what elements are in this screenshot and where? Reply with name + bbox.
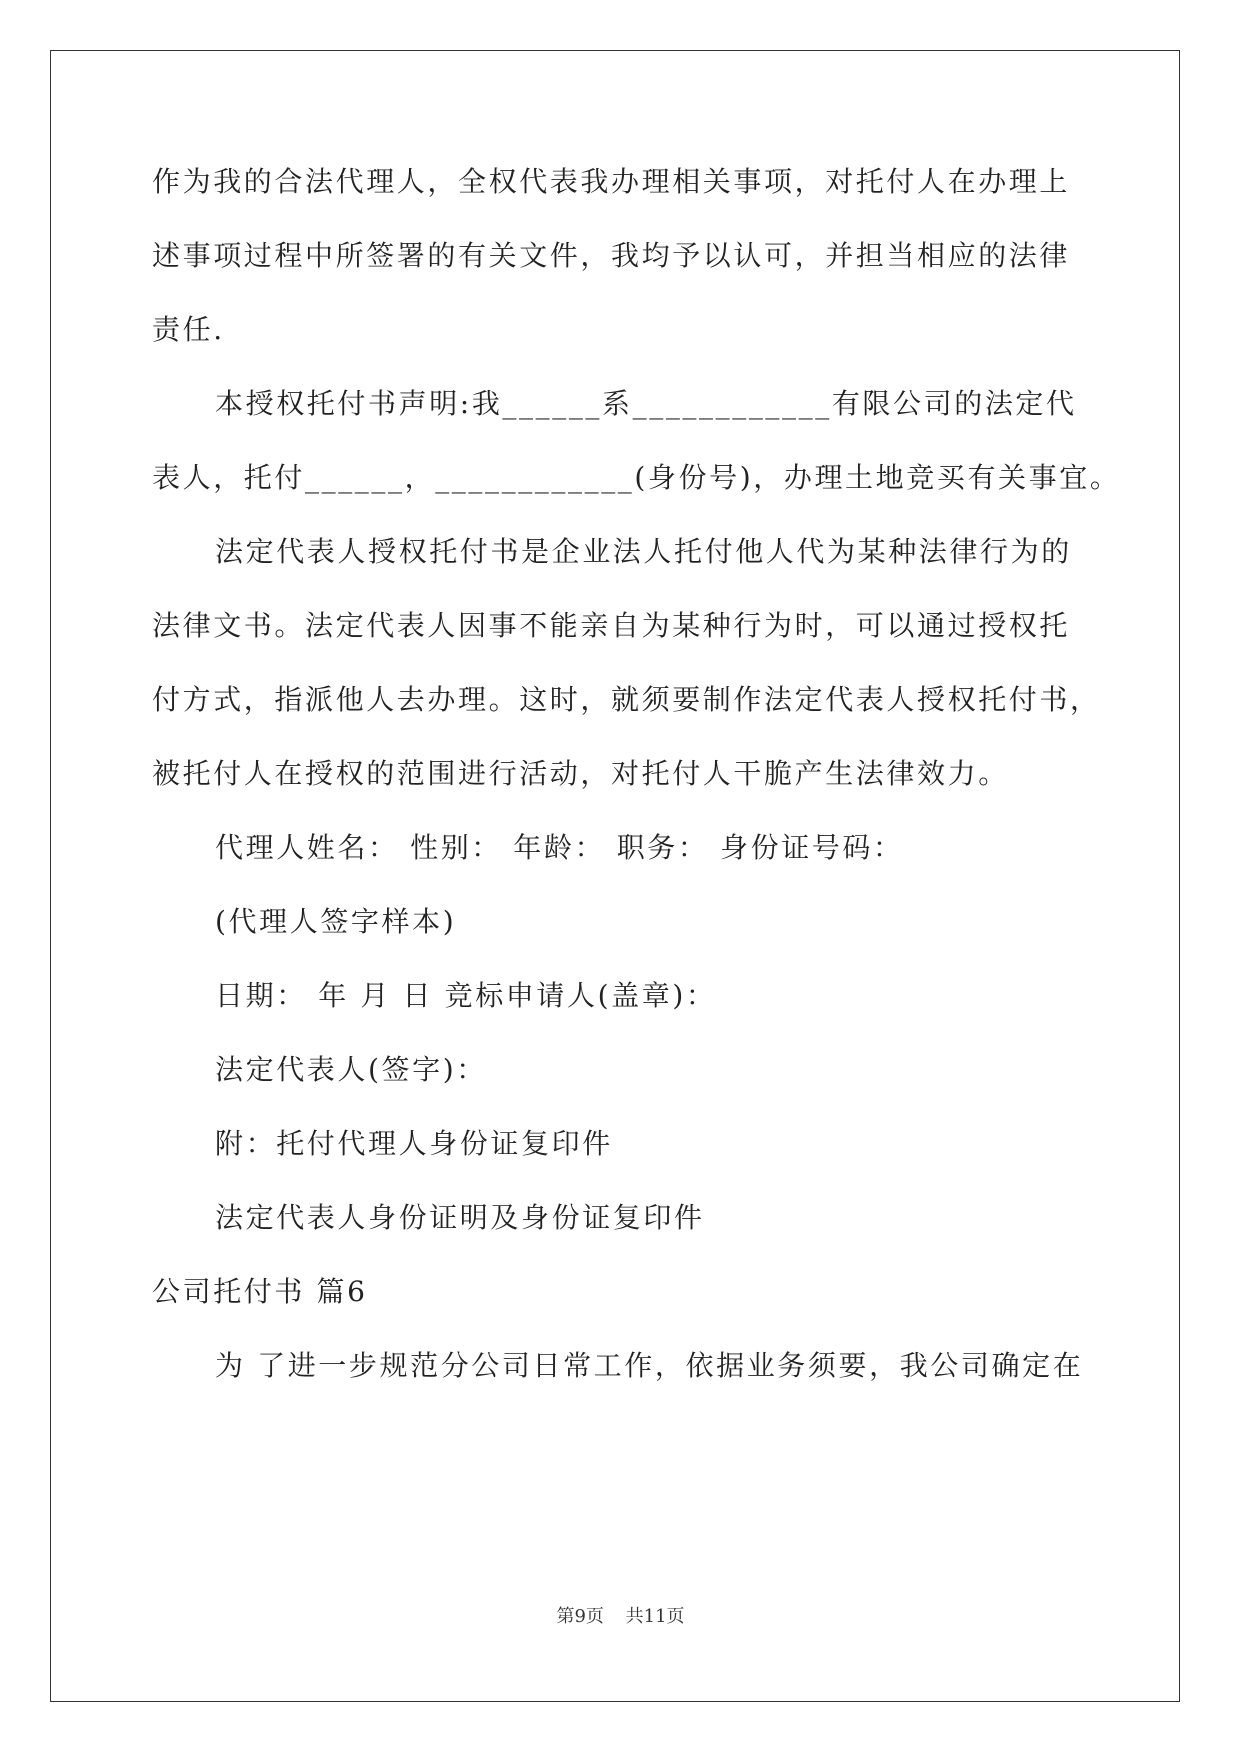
- text-line: 被托付人在授权的范围进行活动，对托付人干脆产生法律效力。: [152, 757, 1009, 790]
- agent-signature-sample: (代理人签字样本): [215, 905, 457, 938]
- text-line: 为 了进一步规范分公司日常工作，依据业务须要，我公司确定在: [215, 1349, 1084, 1382]
- text-line: 述事项过程中所签署的有关文件，我均予以认可，并担当相应的法律: [152, 239, 1071, 272]
- attachment-line: 附：托付代理人身份证复印件: [215, 1127, 613, 1160]
- text-line: 表人，托付______，____________(身份号)，办理土地竞买有关事宜。: [152, 461, 1121, 494]
- text-line: 作为我的合法代理人，全权代表我办理相关事项，对托付人在办理上: [152, 165, 1071, 198]
- text-line: 法律文书。法定代表人因事不能亲自为某种行为时，可以通过授权托: [152, 609, 1071, 642]
- text-line: 付方式，指派他人去办理。这时，就须要制作法定代表人授权托付书，: [152, 683, 1101, 716]
- text-line: 本授权托付书声明:我______系____________有限公司的法定代: [215, 387, 1077, 420]
- page-footer: [0, 1605, 1241, 1629]
- page-number-total: 共11页: [625, 1606, 685, 1627]
- legal-rep-signature-line: 法定代表人(签字)：: [215, 1053, 487, 1086]
- attachment-line-2: 法定代表人身份证明及身份证复印件: [215, 1201, 705, 1234]
- page-number-current: 第9页: [556, 1606, 604, 1627]
- text-line: 法定代表人授权托付书是企业法人托付他人代为某种法律行为的: [215, 535, 1072, 568]
- section-heading: 公司托付书 篇6: [152, 1275, 368, 1308]
- page-border: [50, 50, 1180, 1702]
- date-applicant-line: 日期： 年 月 日 竞标申请人(盖章)：: [215, 979, 717, 1012]
- text-line: 责任.: [152, 313, 225, 346]
- agent-info-line: 代理人姓名： 性别： 年龄： 职务： 身份证号码：: [215, 831, 904, 864]
